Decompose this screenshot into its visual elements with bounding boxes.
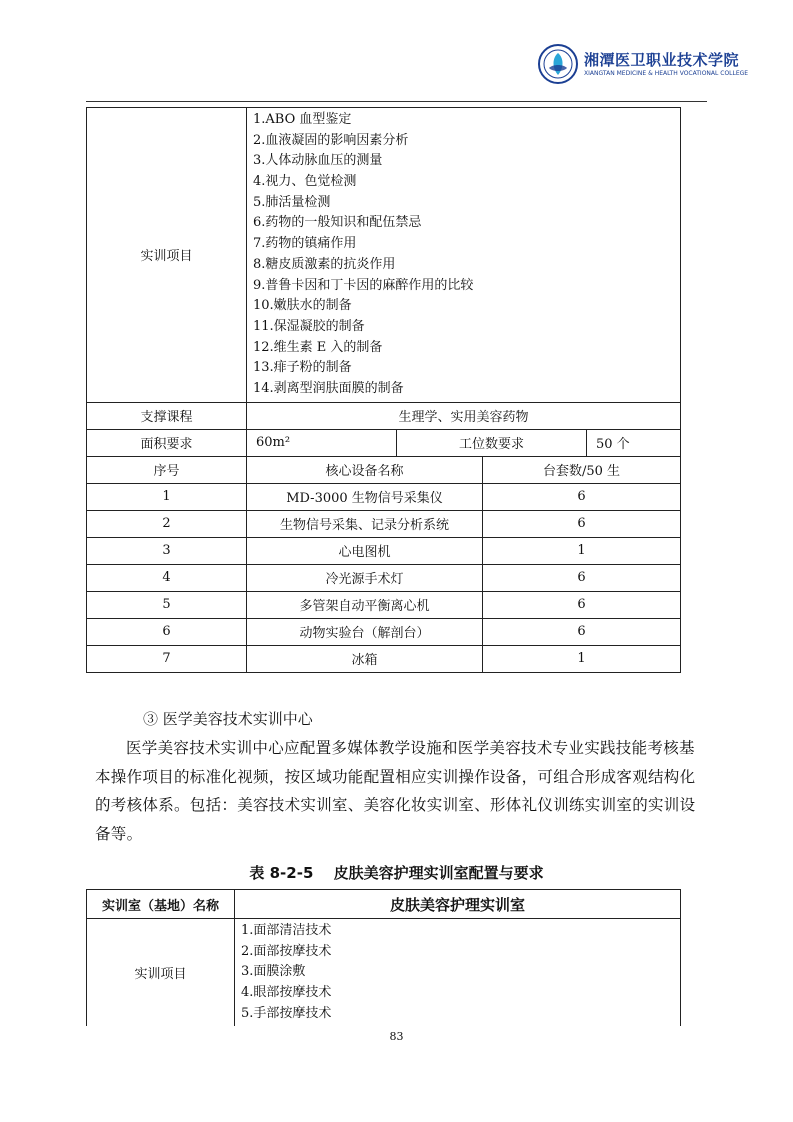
count-cell: 6 (483, 510, 681, 537)
seq-cell: 5 (87, 591, 247, 618)
list-item: 3.人体动脉血压的测量 (253, 153, 383, 169)
table-row (87, 429, 681, 456)
table-row (87, 537, 681, 564)
count-cell: 6 (483, 591, 681, 618)
seq-cell: 6 (87, 618, 247, 645)
area-value: 60m² (247, 429, 397, 456)
table-header-row (87, 890, 681, 919)
list-item: 11.保湿凝胶的制备 (253, 318, 365, 334)
items-list (235, 919, 681, 1027)
table-row (87, 510, 681, 537)
count-cell: 6 (483, 564, 681, 591)
logo-chinese-name: 湘潭医卫职业技术学院 (584, 51, 740, 69)
items-label: 实训项目 (87, 108, 247, 403)
list-item: 6.药物的一般知识和配伍禁忌 (253, 215, 422, 231)
table-row (87, 483, 681, 510)
college-emblem-icon (538, 44, 578, 84)
count-cell: 6 (483, 483, 681, 510)
count-cell: 1 (483, 645, 681, 672)
count-cell: 1 (483, 537, 681, 564)
list-item: 3.面膜涂敷 (241, 964, 306, 980)
list-item: 7.药物的镇痛作用 (253, 236, 357, 252)
list-item: 2.面部按摩技术 (241, 943, 332, 959)
page-number: 83 (389, 1030, 404, 1043)
device-cell: 冷光源手术灯 (247, 564, 483, 591)
list-item: 8.糖皮质激素的抗炎作用 (253, 256, 396, 272)
list-item: 4.视力、色觉检测 (253, 174, 357, 190)
course-value: 生理学、实用美容药物 (247, 402, 681, 429)
col-device-header: 核心设备名称 (247, 456, 483, 483)
list-item: 5.手部按摩技术 (241, 1005, 332, 1021)
items-list (247, 108, 681, 403)
table-row (87, 618, 681, 645)
college-logo (538, 44, 749, 86)
section-title: ③ 医学美容技术实训中心 (143, 710, 313, 728)
list-item: 13.痱子粉的制备 (253, 360, 352, 376)
table-row (87, 645, 681, 672)
seq-cell: 7 (87, 645, 247, 672)
device-cell: 心电图机 (247, 537, 483, 564)
lab-name-value: 皮肤美容护理实训室 (235, 890, 681, 919)
area-label: 面积要求 (87, 429, 247, 456)
device-cell: 多管架自动平衡离心机 (247, 591, 483, 618)
header-divider (86, 101, 707, 102)
seq-cell: 3 (87, 537, 247, 564)
lab-name-label: 实训室（基地）名称 (87, 890, 235, 919)
col-seq-header: 序号 (87, 456, 247, 483)
table-header-row (87, 456, 681, 483)
col-count-header: 台套数/50 生 (483, 456, 681, 483)
list-item: 10.嫩肤水的制备 (253, 298, 352, 314)
lab-config-table (86, 107, 681, 673)
items-label: 实训项目 (87, 919, 235, 1027)
skin-care-lab-table (86, 889, 681, 1026)
list-item: 5.肺活量检测 (253, 194, 331, 210)
list-item: 1.面部清洁技术 (241, 923, 332, 938)
table-row (87, 564, 681, 591)
section-paragraph: 医学美容技术实训中心应配置多媒体教学设施和医学美容技术专业实践技能考核基本操作项目的标准化视频，按区域功能配置相应实训操作设备，可组合形成客观结构化的考核体系。包括：美容技术实训室、美容化妆实训室、形体礼仪训练实训室的实训设备等。 (95, 739, 696, 843)
list-item: 12.维生素 E 入的制备 (253, 339, 383, 355)
seq-cell: 1 (87, 483, 247, 510)
table-row (87, 919, 681, 1027)
list-item: 4.眼部按摩技术 (241, 985, 332, 1001)
device-cell: 动物实验台（解剖台） (247, 618, 483, 645)
stations-label: 工位数要求 (397, 429, 587, 456)
list-item: 9.普鲁卡因和丁卡因的麻醉作用的比较 (253, 277, 474, 293)
list-item: 1.ABO 血型鉴定 (253, 112, 352, 127)
device-cell: MD-3000 生物信号采集仪 (247, 483, 483, 510)
table-caption: 表 8-2-5 皮肤美容护理实训室配置与要求 (249, 864, 544, 882)
seq-cell: 2 (87, 510, 247, 537)
table-row (87, 402, 681, 429)
course-label: 支撑课程 (87, 402, 247, 429)
list-item: 2.血液凝固的影响因素分析 (253, 132, 409, 148)
list-item: 14.剥离型润肤面膜的制备 (253, 380, 404, 396)
count-cell: 6 (483, 618, 681, 645)
stations-value: 50 个 (587, 429, 681, 456)
table-row (87, 591, 681, 618)
logo-english-name: XIANGTAN MEDICINE & HEALTH VOCATIONAL COLLEGE (584, 70, 749, 77)
table-row (87, 108, 681, 403)
device-cell: 冰箱 (247, 645, 483, 672)
seq-cell: 4 (87, 564, 247, 591)
device-cell: 生物信号采集、记录分析系统 (247, 510, 483, 537)
